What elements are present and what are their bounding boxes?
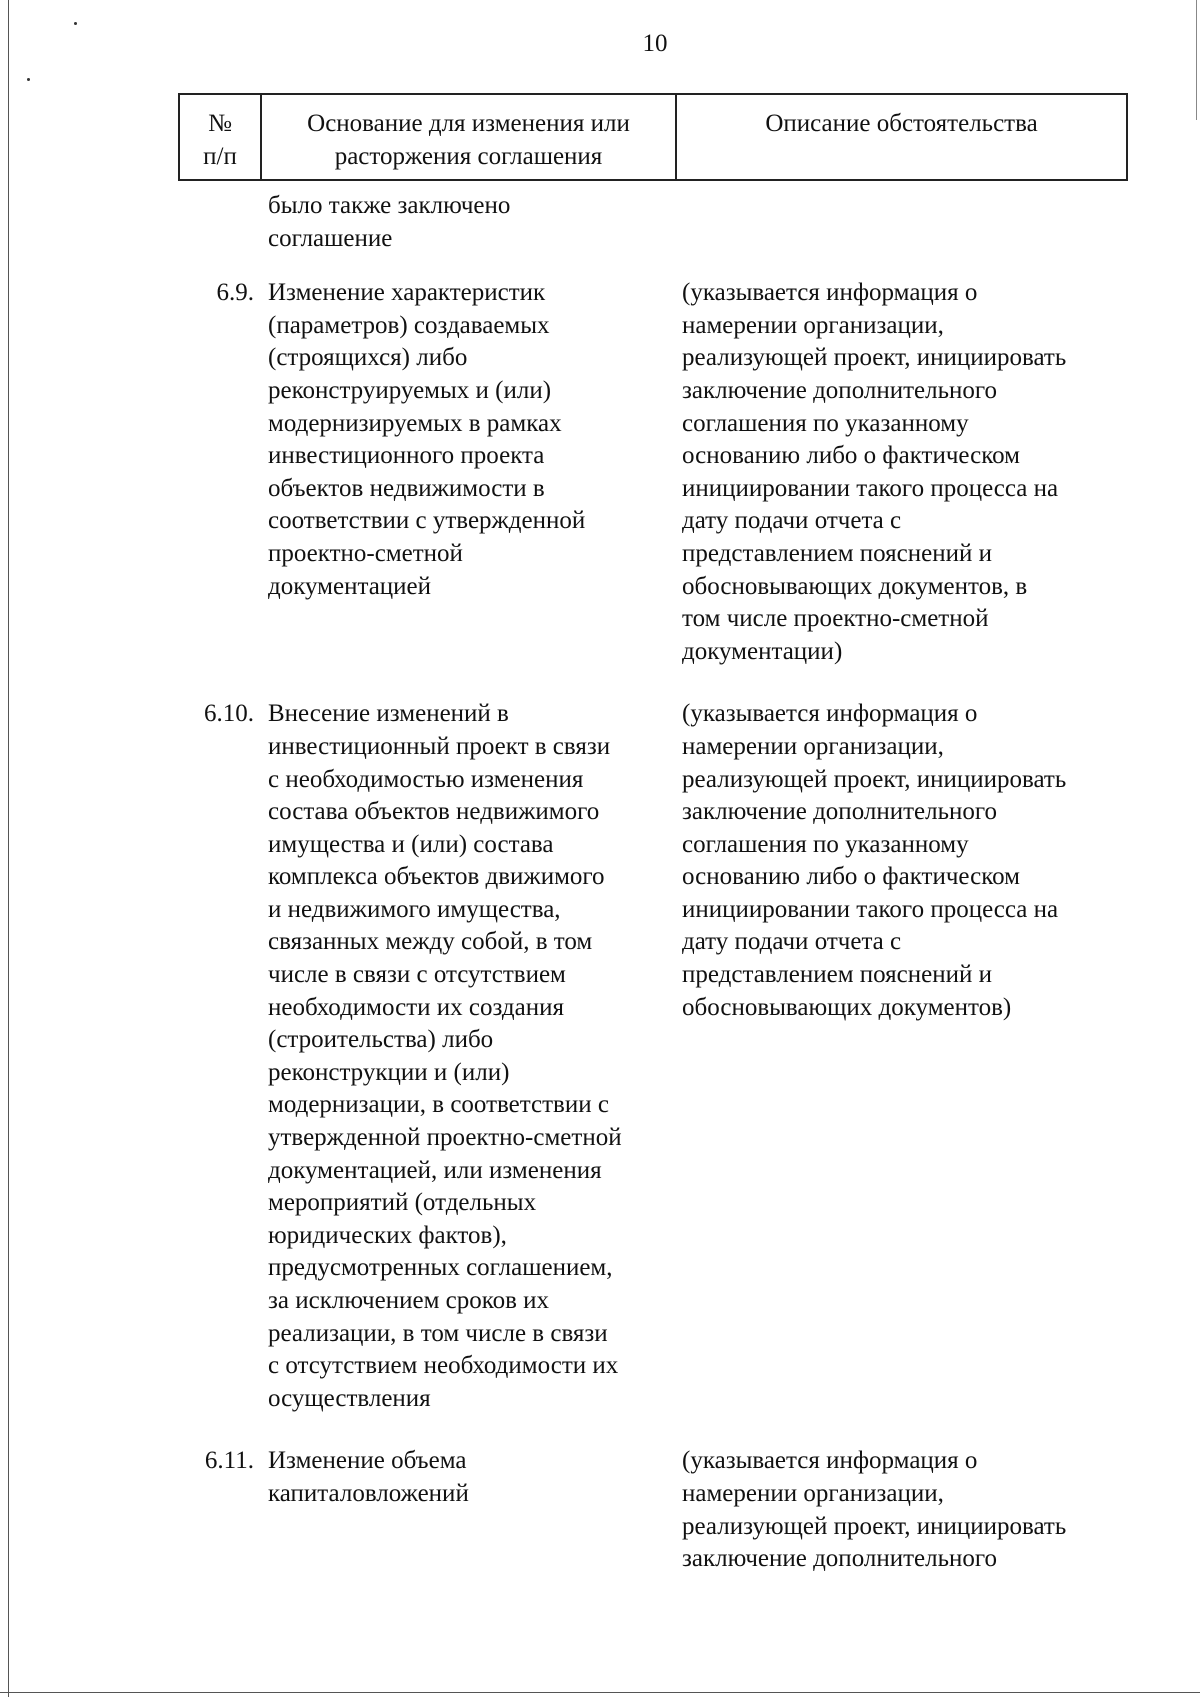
row-basis: [268, 698, 682, 1415]
basis-line: утвержденной проектно-сметной: [268, 1124, 622, 1152]
row-number: [178, 190, 268, 255]
description-line: инициировании такого процесса на: [682, 895, 1059, 923]
basis-line: комплекса объектов движимого: [268, 863, 605, 891]
basis-line: (параметров) создаваемых: [268, 311, 550, 339]
description-line: намерении организации,: [682, 311, 944, 339]
description-line: дату подачи отчета с: [682, 507, 902, 535]
row-basis: [268, 190, 682, 255]
basis-line: мероприятий (отдельных: [268, 1189, 537, 1217]
basis-line: реконструкции и (или): [268, 1058, 510, 1086]
description-line: представлением пояснений и: [682, 961, 992, 989]
table-body: [178, 190, 1128, 1576]
basis-line: необходимости их создания: [268, 993, 564, 1021]
description-line: том числе проектно-сметной: [682, 605, 989, 633]
basis-line: юридических фактов),: [268, 1221, 507, 1249]
basis-line: с необходимостью изменения: [268, 765, 584, 793]
description-line: обосновывающих документов): [682, 993, 1012, 1021]
basis-line: документацией, или изменения: [268, 1156, 602, 1184]
row-description: [682, 698, 1128, 1415]
row-description: [682, 190, 1128, 255]
basis-line: модернизируемых в рамках: [268, 409, 562, 437]
basis-line: инвестиционный проект в связи: [268, 732, 611, 760]
basis-line: Изменение характеристик: [268, 279, 546, 307]
basis-line: модернизации, в соответствии с: [268, 1091, 609, 1119]
basis-line: состава объектов недвижимого: [268, 798, 600, 826]
basis-line: соответствии с утвержденной: [268, 507, 586, 535]
basis-line: объектов недвижимости в: [268, 474, 545, 502]
scan-edge-right: [1196, 0, 1197, 120]
basis-line: (строящихся) либо: [268, 344, 468, 372]
header-cell-basis: Основание для изменения или расторжения соглашения: [262, 95, 677, 179]
description-line: основанию либо о фактическом: [682, 863, 1020, 891]
row-basis: [268, 1445, 682, 1575]
page-number: 10: [642, 30, 668, 57]
row-description: [682, 1445, 1128, 1575]
description-line: реализующей проект, инициировать: [682, 1512, 1067, 1540]
basis-line: Изменение объема: [268, 1447, 467, 1475]
basis-line: документацией: [268, 572, 432, 600]
basis-line: реконструируемых и (или): [268, 376, 552, 404]
header-cell-description: Описание обстоятельства: [765, 110, 1038, 137]
basis-line: соглашение: [268, 224, 393, 252]
header-cell-number: № п/п: [180, 95, 262, 179]
basis-line: числе в связи с отсутствием: [268, 961, 566, 989]
basis-line: (строительства) либо: [268, 1026, 494, 1054]
description-line: намерении организации,: [682, 1479, 944, 1507]
description-line: (указывается информация о: [682, 279, 978, 307]
basis-line: за исключением сроков их: [268, 1287, 550, 1314]
row-number: 6.11.: [204, 1447, 254, 1475]
scan-edge-left: [8, 0, 9, 1697]
basis-line: реализации, в том числе в связи: [268, 1319, 608, 1347]
row-number: 6.9.: [216, 279, 254, 307]
table-row: [178, 698, 1128, 1415]
description-line: (указывается информация о: [682, 1447, 978, 1475]
description-line: заключение дополнительного: [682, 798, 998, 826]
basis-line: Внесение изменений в: [268, 700, 509, 728]
description-line: заключение дополнительного: [682, 1545, 998, 1573]
basis-line: имущества и (или) состава: [268, 830, 554, 858]
basis-line: с отсутствием необходимости их: [268, 1352, 619, 1380]
scan-speck: [27, 78, 30, 81]
description-line: соглашения по указанному: [682, 830, 969, 858]
description-line: обосновывающих документов, в: [682, 572, 1028, 600]
description-line: документации): [682, 637, 843, 665]
description-line: основанию либо о фактическом: [682, 442, 1020, 470]
scan-speck: [74, 22, 77, 25]
description-line: реализующей проект, инициировать: [682, 344, 1067, 372]
description-line: реализующей проект, инициировать: [682, 765, 1067, 793]
basis-line: предусмотренных соглашением,: [268, 1254, 613, 1282]
table-header: [178, 93, 1128, 181]
basis-line: и недвижимого имущества,: [268, 895, 561, 923]
description-line: соглашения по указанному: [682, 409, 969, 437]
table-row: [178, 190, 1128, 255]
row-description: [682, 277, 1128, 668]
description-line: намерении организации,: [682, 732, 944, 760]
basis-line: связанных между собой, в том: [268, 928, 593, 956]
basis-line: проектно-сметной: [268, 539, 463, 567]
basis-line: осуществления: [268, 1384, 431, 1412]
row-basis: [268, 277, 682, 668]
scan-edge-bottom: [0, 1692, 1200, 1693]
basis-line: инвестиционного проекта: [268, 442, 545, 470]
table-row: [178, 277, 1128, 668]
basis-line: было также заключено: [268, 192, 511, 219]
table-row: [178, 1445, 1128, 1575]
basis-line: капиталовложений: [268, 1479, 469, 1507]
description-line: представлением пояснений и: [682, 539, 992, 567]
description-line: (указывается информация о: [682, 700, 978, 728]
description-line: дату подачи отчета с: [682, 928, 902, 956]
description-line: инициировании такого процесса на: [682, 474, 1059, 502]
row-number: 6.10.: [204, 700, 254, 728]
description-line: заключение дополнительного: [682, 376, 998, 404]
